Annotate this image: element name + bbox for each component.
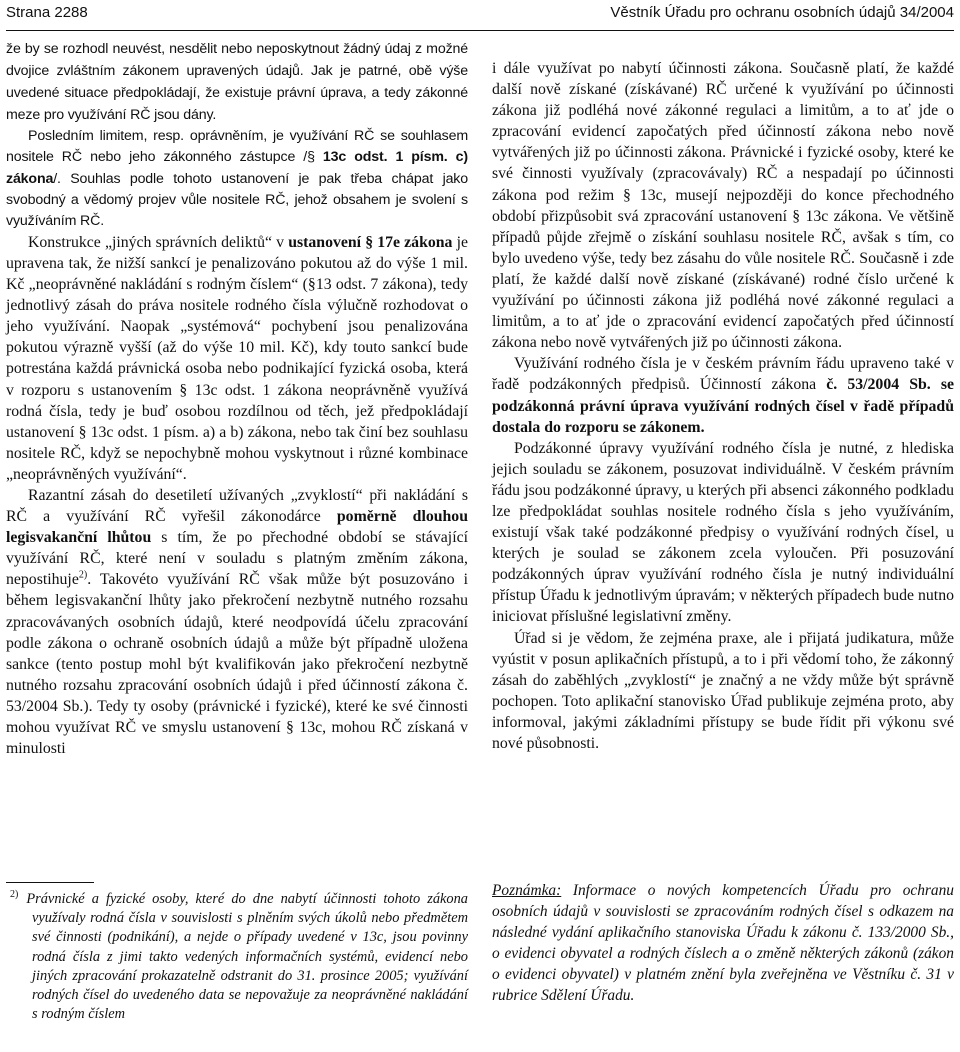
footnote-marker: 2) (10, 889, 19, 901)
note-label: Poznámka: (492, 882, 562, 899)
paragraph: i dále využívat po nabytí účinnosti zákona. Současně platí, že každé další nově získané (získávané) RČ určené k využívání po účinnosti zákona již podléhá nové zákonné regulaci a limitům, a to ať jde o zpracování evidencí započatých před účinností zákona nebo nově vytvářených již po účinnosti zákona. Právnické i fyzické osoby, které ke své činnosti využívaly (zpracovávaly) RČ a nespadají po účinnosti zákona pod režim § 13c, musejí nejpozději do konce přechodného období přizpůsobit svá zpracování ustanovení § 13c zákona. Ve většině případů půjde zřejmě o získání souhlasu nositele RČ, avšak s tím, co bylo uvedeno výše, tedy bez zásahu do vůle nositele RČ. Současně i zde platí, že každé další nově získané (získávané) rodné číslo určené k využívání po účinnosti zákona již podléhá nové zákonné regulaci a limitům, a to ať jde o zpracování evidencí započatých před účinností zákona nebo nově vytvářených již po účinnosti zákona. (492, 60, 954, 352)
header-rule (6, 30, 954, 31)
footnote-rule (6, 882, 94, 883)
paragraph: Využívání rodného čísla je v českém právním řádu upraveno také v řadě podzákonných předpisů. Účinností zákona č. 53/2004 Sb. se podzákonná právní úprava využívání rodných čísel v řadě případů dostala do rozporu se zákonem. (492, 355, 954, 436)
note: Poznámka: Informace o nových kompetencích Úřadu pro ochranu osobních údajů v souvislosti se zpracováním rodných čísel s odkazem na následné vydání aplikačního stanoviska Úřadu k zákonu č. 133/2000 Sb., o evidenci obyvatel a rodných číslech a o změně některých zákonů (zákon o evidenci obyvatel) v platném znění byla zveřejněna ve Věstníku č. 31 v rubrice Sdělení Úřadu. (492, 882, 954, 1004)
paragraph: Úřad si je vědom, že zejména praxe, ale i přijatá judikatura, může vyústit v posun aplikačních přístupů, a to i při vědomí toho, že zákonný zásah do zaběhlých „zvyklostí“ je značný a ne vždy může být správně pochopen. Toto aplikační stanovisko Úřad publikuje zejména proto, aby informoval, jakými základními přístupy se bude řídit při výkonu své nové působnosti. (492, 629, 954, 752)
paragraph: že by se rozhodl neuvést, nesdělit nebo neposkytnout žádný údaj z možné dvojice zvláštním zákonem upravených údajů. Jak je patrné, obě výše uvedené situace předpokládají, že existuje právní úprava, a tedy zákonné meze pro využívání RČ jsou dány. (6, 41, 468, 124)
paragraph: Posledním limitem, resp. oprávněním, je využívání RČ se souhlasem nositele RČ nebo jeho zákonného zástupce /§ 13c odst. 1 písm. c) zákona/. Souhlas podle tohoto ustanovení je pak třeba chápat jako svobodný a vědomý projev vůle nositele RČ, jehož obsahem je svolení s využíváním RČ. (6, 128, 468, 229)
right-column (492, 58, 954, 754)
paragraph: Podzákonné úpravy využívání rodného čísla je nutné, z hlediska jejich souladu se zákonem, posuzovat individuálně. V českém právním řádu jsou podzákonné úpravy, u kterých při absenci zákonného podkladu lze předpokládat souhlas nositele rodného čísla s jeho využíváním, existují však také podzákonné předpisy o využívání rodných čísel, u kterých je soulad se zákonem zcela vyloučen. Při posuzování podzákonných úprav využívání rodného čísla je nutný individuální přístup Úřadu k jednotlivým úpravám; v některých případech bude nutno iniciovat příslušné legislativní změny. (492, 439, 954, 626)
left-column (6, 38, 468, 759)
journal-title: Věstník Úřadu pro ochranu osobních údajů 34/2004 (610, 4, 954, 21)
footnote-reference: 2) (78, 570, 88, 582)
page-number: Strana 2288 (6, 4, 88, 21)
paragraph: Konstrukce „jiných správních deliktů“ v ustanovení § 17e zákona je upravena tak, že nižší sankcí je penalizováno pokutou až do výše 1 mil. Kč „neoprávněné nakládání s rodným číslem“ (§13 odst. 7 zákona), tedy jednotlivý zásah do práva nositele rodného čísla výlučně rozhodovat o jeho využívání. Naopak „systémová“ pochybení jsou penalizována pokutou výrazně vyšší (až do výše 10 mil. Kč), kdy touto sankcí bude potrestána každá právnická osoba nebo podnikající fyzická osoba, která v rozporu s ustanovením § 13c odst. 1 zákona neoprávněně využívá rodná čísla, tedy je buď osobou rozdílnou od těch, jež předpokládají ustanovení § 13c odst. 1 písm. a) a b) zákona, nebo tak činí bez souhlasu nositele RČ, když se nepochybně mohou vyskytnout i různé kombinace „neoprávněných využívání“. (6, 233, 468, 483)
footnote: $^{2)}$ Právnické a fyzické osoby, které do dne nabytí účinnosti tohoto zákona využívaly rodná čísla v souvislosti s plněním svých úkolů nebo předmětem své činnosti (podnikání), a nejde o případy uvedené v 13c, jsou povinny rodná čísla z jimi takto vedených informačních systémů, evidencí nebo jiných zpracování prokazatelně odstranit do 31. prosince 2005; využívání rodných čísel do uvedeného data se nepovažuje za neoprávněné nakládání s rodným číslem (10, 889, 468, 1023)
paragraph: Razantní zásah do desetiletí užívaných „zvyklostí“ při nakládání s RČ a využívání RČ vyřešil zákonodárce poměrně dlouhou legisvakanční lhůtou s tím, že po přechodné období se stávající využívání RČ, které není v souladu s platným změním zákona, nepostihuje$^{2)}$. Takovéto využívání RČ však může být posuzováno i během legisvakanční lhůty jako překročení nezbytně nutného rozsahu zpracovávaných osobních údajů, které neodpovídá účelu zpracování podle zákona o ochraně osobních údajů a může být případně uložena sankce (tento postup mohl být kvalifikován jako překročení nezbytně nutného rozsahu zpracování osobních údajů i před účinností zákona č. 53/2004 Sb.). Tedy ty osoby (právnické i fyzické), které ke své činnosti mohou využívat RČ ve smyslu ustanovení § 13c, mohou RČ získaná v minulosti (6, 486, 468, 758)
